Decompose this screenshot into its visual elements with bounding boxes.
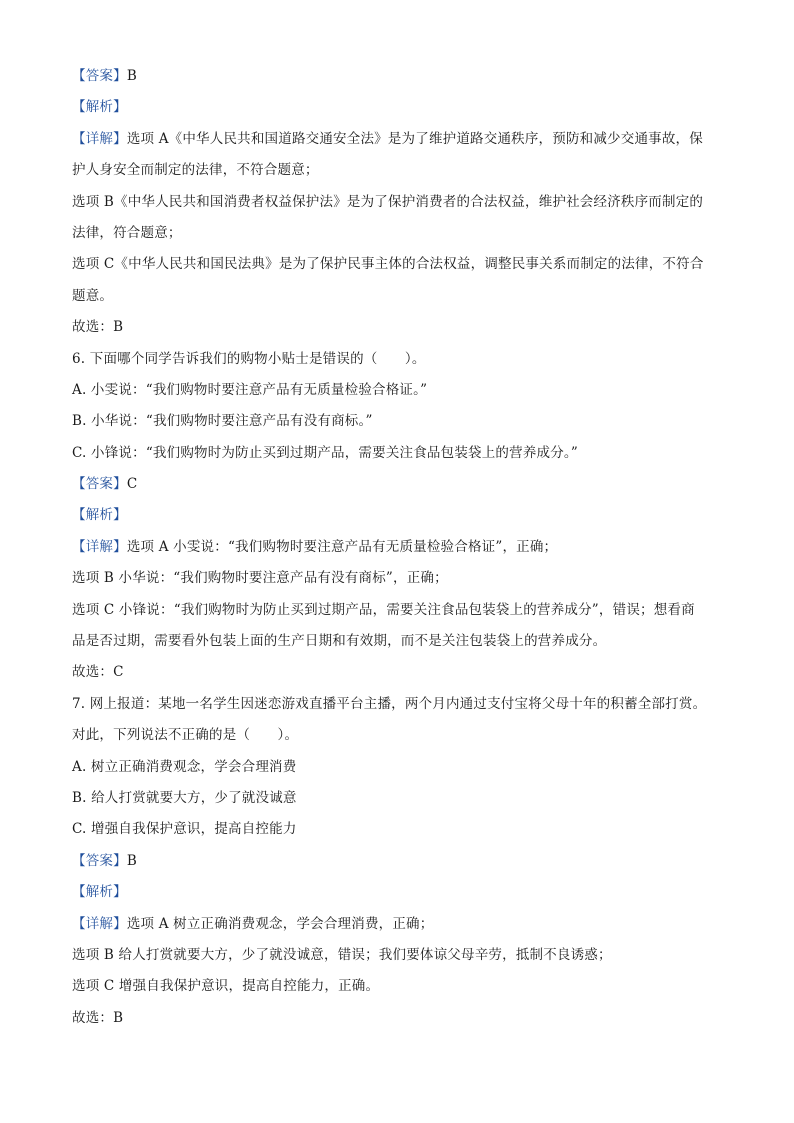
detail-line: 法律，符合题意； <box>72 224 182 241</box>
answer-tag: 【答案】 <box>72 852 127 869</box>
detail-line <box>72 909 732 940</box>
detail-line: 选项 B 小华说：“我们购物时要注意产品有没有商标”，正确； <box>72 570 448 587</box>
conclusion-line: 故选：B <box>72 1009 124 1026</box>
option-b: B. 给人打赏就要大方，少了就没诚意 <box>72 789 297 806</box>
analysis-tag: 【解析】 <box>72 884 127 901</box>
option-a: A. 小雯说：“我们购物时要注意产品有无质量检验合格证。” <box>72 381 428 398</box>
detail-line: 选项 B《中华人民共和国消费者权益保护法》是为了保护消费者的合法权益，维护社会经济秩序而制定的 <box>72 193 704 210</box>
option-b: B. 小华说：“我们购物时要注意产品有没有商标。” <box>72 413 373 430</box>
answer-tag: 【答案】 <box>72 68 127 84</box>
conclusion-line: 故选：B <box>72 319 124 336</box>
detail-line: 选项 B 给人打赏就要大方，少了就没诚意，错误；我们要体谅父母辛劳，抵制不良诱惑； <box>72 946 612 963</box>
detail-line: 选项 C 增强自我保护意识，提高自控能力，正确。 <box>72 978 380 995</box>
detail-line <box>72 532 732 563</box>
option-c: C. 增强自我保护意识，提高自控能力 <box>72 821 297 838</box>
detail-line: 题意。 <box>72 287 114 304</box>
question-stem: 7. 网上报道：某地一名学生因迷恋游戏直播平台主播，两个月内通过支付宝将父母十年的积蓄全部打赏。 <box>72 695 707 712</box>
answer-value: B <box>126 852 137 869</box>
conclusion-line: 故选：C <box>72 664 124 681</box>
question-stem: 6. 下面哪个同学告诉我们的购物小贴士是错误的（ ）。 <box>72 350 426 367</box>
detail-tag: 【详解】 <box>72 130 127 147</box>
document-page <box>72 61 732 1034</box>
answer-tag: 【答案】 <box>72 476 127 493</box>
answer-line <box>72 61 732 92</box>
detail-line: 选项 C 小锋说：“我们购物时为防止买到过期产品，需要关注食品包装袋上的营养成分”，错误；想看商 <box>72 601 695 618</box>
option-a: A. 树立正确消费观念，学会合理消费 <box>72 758 297 775</box>
detail-line: 选项 C《中华人民共和国民法典》是为了保护民事主体的合法权益，调整民事关系而制定的法律，不符合 <box>72 256 704 273</box>
detail-text: 选项 A 树立正确消费观念，学会合理消费，正确； <box>126 915 434 932</box>
option-c: C. 小锋说：“我们购物时为防止买到过期产品，需要关注食品包装袋上的营养成分。” <box>72 444 578 461</box>
detail-tag: 【详解】 <box>72 538 127 555</box>
detail-line: 品是否过期，需要看外包装上面的生产日期和有效期，而不是关注包装袋上的营养成分。 <box>72 633 607 650</box>
question-stem: 对此，下列说法不正确的是（ ）。 <box>72 727 299 744</box>
detail-line: 护人身安全而制定的法律，不符合题意； <box>72 162 319 179</box>
answer-line <box>72 846 732 877</box>
detail-text: 选项 A 小雯说：“我们购物时要注意产品有无质量检验合格证”，正确； <box>126 538 558 555</box>
analysis-tag: 【解析】 <box>72 507 127 524</box>
answer-value: C <box>126 476 138 493</box>
analysis-tag: 【解析】 <box>72 99 127 116</box>
detail-tag: 【详解】 <box>72 915 127 932</box>
answer-line <box>72 469 732 500</box>
detail-line <box>72 124 732 155</box>
answer-value: B <box>126 68 137 84</box>
detail-text: 选项 A《中华人民共和国道路交通安全法》是为了维护道路交通秩序，预防和减少交通事故，保 <box>126 130 703 147</box>
